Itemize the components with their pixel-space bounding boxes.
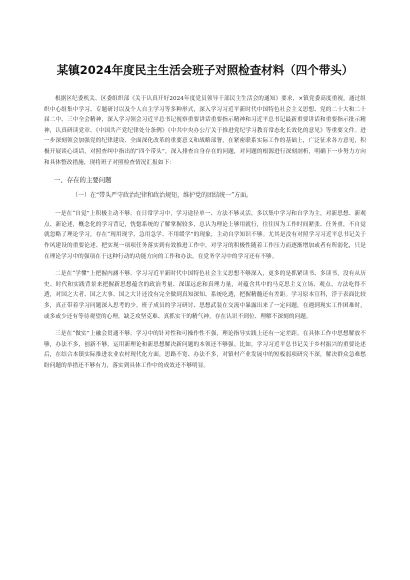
section-heading-1: 一、存在的主要问题 [54, 176, 112, 185]
body-paragraph-2: 二是在“学懂”上把握内涵不够。学习习近平新时代中国特色社会主义思想不够深入，更多的是抓紧读书、多读书，没有从历史、时代和实践背景来把握新思想蕴含的政治考量、深谋远虑和真理力量，对蕴含其中的马克思主义立场、观点、方法吃得不透，对国之大者、国之大事、国之大计还没有完全做到真知深知、系统吃透，把握精髓还有差距。学习原本宣科，浮于表面比较多，真正带着学习问题深入思考的少。班子成员的学习研讨、思想武装在交流中暴露出来了一定问题，在遇到现实工作困难时，或多或少还有等待观望的心理，缺乏攻坚克难、真抓实干的精气神，存在认识不到位、理解不深刻的问题。 [44, 271, 366, 320]
body-paragraph-1: 一是在“自觉”上积极主动不够。在日常学习中，学习途径单一、方法不够灵活，多以集中学习和自学为主，对新思想、新观点、新论述，概念化的学习背记，恍惚系统的了解掌握较多，总认为理论上够用就行，往往因为工作时间紧张、任务重，不自觉就忽略了理论学习，存在“现用现学、急用急学、不用缓学”的现象，主动自学知识不够。尤其是没有对照学习习近平总书记关于作风建设的重要论述、把实现一项项任务落实到有效推进工作中，对学习的积极性随着工作压力而逐渐增加或者有所弱化，只是在理论学习中的强项在于这种行动的功能方向的工作和办法，在党务学习中的学习还有不够。 [44, 211, 366, 260]
subsection-heading-1: （一）在“带头严守政治纪律和政治规矩，维护党的团结统一”方面。 [72, 192, 253, 200]
intro-paragraph: 根据区纪委机关、区委组织部《关于认真开好2024年度党员领导干部民主生活会的通知》要求，×镇党委高度重视，通过组织中心组集中学习、专题研讨以及个人自主学习等多种形式，深入学习习近平新时代中国特色社会主义思想、党的二十大和二十届二中、三中全会精神，深入学习领会习近平总书记视察重要讲话重要指示精神和习近平总书记最新重要讲话和重要指示批示精神，认真研读党章、《中国共产党纪律处分条例》《中共中央办公厅关于推进党纪学习教育常态化长效化的意见》等重要文件。进一步深刻领会加强党的纪律建设、全面深化改革的重要意义和战略部署，在紧密联系实际工作的基础上，广泛征求各方意见，积极开展谈心谈话，对照查纠中指出的“四个带头”，深入排查自身存在的问题，对问题的根源进行深刻剖析，明确下一步努力方向和具体整改措施，现将班子对照检查情况汇报如下： [44, 96, 366, 166]
body-paragraph-3: 三是在“做实”上融会贯通不够。学习中的针对性和可操作性不强，理论指导实践上还有一定差距。在具体工作中思想解放不够，办法不多，创新不够，运用新理论和新思想解决新问题的本领还不够强。比如，学习习近平总书记关于乡村振兴的重要论述后，在结合本镇实际推进农业农村现代化方面，思路不宽、办法不多，对镇村产业发展中的短板弱项研究不深，解决群众急难愁盼问题的举措还不够有力，落实到具体工作中的成效还不够明显。 [44, 331, 366, 369]
document-title: 某镇2024年度民主生活会班子对照检查材料（四个带头） [56, 63, 354, 77]
